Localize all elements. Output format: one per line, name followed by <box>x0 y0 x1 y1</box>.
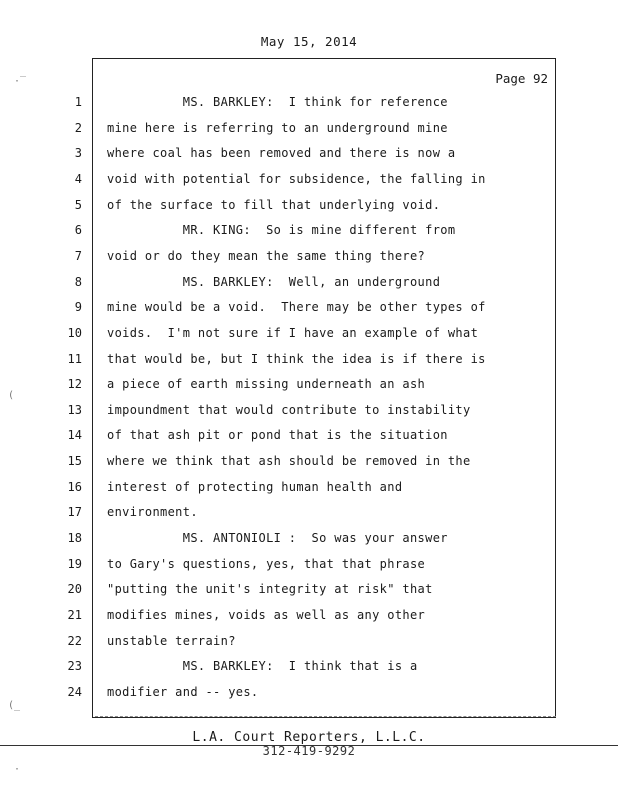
line-number: 18 <box>67 531 82 545</box>
transcript-line: "putting the unit's integrity at risk" that <box>107 582 433 596</box>
transcript-line: that would be, but I think the idea is if there is <box>107 352 486 366</box>
line-number: 1 <box>74 95 82 109</box>
line-number: 13 <box>67 403 82 417</box>
transcript-line: MS. BARKLEY: Well, an underground <box>107 275 441 289</box>
transcript-line: voids. I'm not sure if I have an example of what <box>107 326 479 340</box>
line-number: 3 <box>74 146 82 160</box>
transcript-line: of the surface to fill that underlying void. <box>107 198 441 212</box>
transcript-line: modifies mines, voids as well as any other <box>107 608 426 622</box>
line-number: 9 <box>74 300 82 314</box>
transcript-line: MR. KING: So is mine different from <box>107 223 456 237</box>
transcript-line: void with potential for subsidence, the falling in <box>107 172 486 186</box>
line-number: 12 <box>67 377 82 391</box>
line-number: 14 <box>67 428 82 442</box>
line-number: 5 <box>74 198 82 212</box>
scan-speck: (_ <box>8 700 21 711</box>
transcript-line: environment. <box>107 505 198 519</box>
page-number: Page 92 <box>495 71 548 86</box>
line-number: 2 <box>74 121 82 135</box>
line-number: 21 <box>67 608 82 622</box>
line-number: 15 <box>67 454 82 468</box>
transcript-line: where coal has been removed and there is now a <box>107 146 456 160</box>
line-number: 16 <box>67 480 82 494</box>
scan-speck: ( <box>8 390 15 401</box>
line-number: 7 <box>74 249 82 263</box>
transcript-line: MS. BARKLEY: I think for reference <box>107 95 448 109</box>
transcript-line: where we think that ash should be removed in the <box>107 454 471 468</box>
line-number: 20 <box>67 582 82 596</box>
transcript-line: modifier and -- yes. <box>107 685 259 699</box>
line-number: 11 <box>67 352 82 366</box>
court-reporter-phone: 312-419-9292 <box>262 744 356 758</box>
line-number: 8 <box>74 275 82 289</box>
line-number: 23 <box>67 659 82 673</box>
transcript-date: May 15, 2014 <box>260 34 358 49</box>
transcript-line: impoundment that would contribute to instability <box>107 403 471 417</box>
transcript-line: mine here is referring to an underground mine <box>107 121 448 135</box>
transcript-line: unstable terrain? <box>107 634 236 648</box>
court-reporter-name: L.A. Court Reporters, L.L.C. <box>192 730 426 745</box>
frame-bottom-shadow <box>95 716 556 719</box>
transcript-line: mine would be a void. There may be other types of <box>107 300 486 314</box>
transcript-line: void or do they mean the same thing there? <box>107 249 426 263</box>
transcript-line: interest of protecting human health and <box>107 480 403 494</box>
transcript-line: a piece of earth missing underneath an ash <box>107 377 426 391</box>
scan-speck: · <box>14 764 21 775</box>
line-number: 4 <box>74 172 82 186</box>
transcript-line: of that ash pit or pond that is the situation <box>107 428 448 442</box>
line-number: 10 <box>67 326 82 340</box>
transcript-line: MS. BARKLEY: I think that is a <box>107 659 418 673</box>
line-number: 6 <box>74 223 82 237</box>
transcript-line: to Gary's questions, yes, that that phrase <box>107 557 426 571</box>
transcript-line: MS. ANTONIOLI : So was your answer <box>107 531 448 545</box>
line-number: 24 <box>67 685 82 699</box>
line-number: 22 <box>67 634 82 648</box>
scan-speck: ·‾ <box>14 76 27 87</box>
line-number: 17 <box>67 505 82 519</box>
line-number: 19 <box>67 557 82 571</box>
